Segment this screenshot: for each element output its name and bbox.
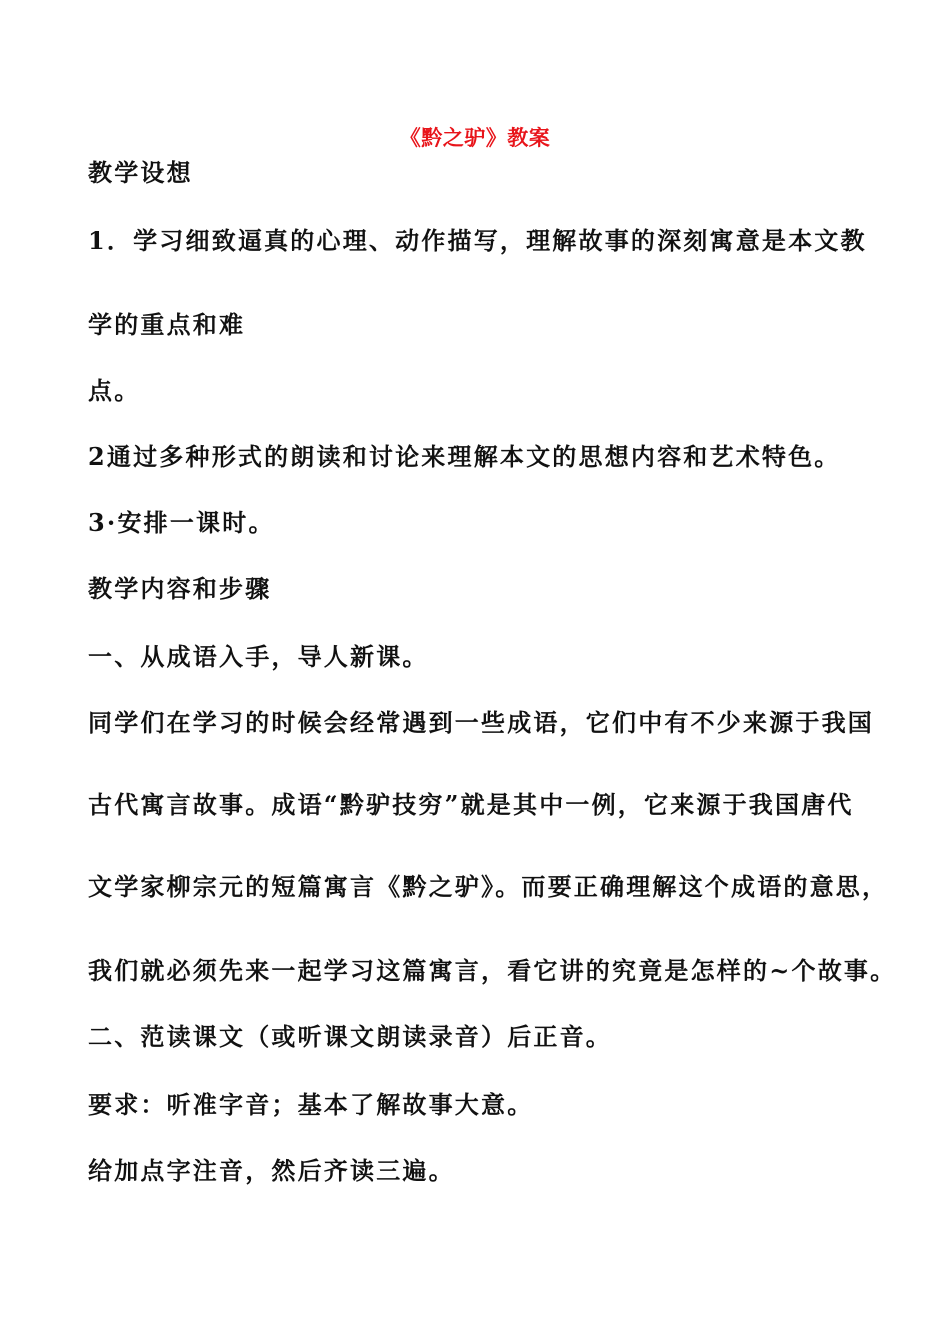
paragraph-line: 要求：听准字音；基本了解故事大意。 [88, 1090, 534, 1119]
paragraph-line: 2通过多种形式的朗读和讨论来理解本文的思想内容和艺术特色。 [88, 442, 841, 471]
paragraph-line: 1．学习细致逼真的心理、动作描写，理解故事的深刻寓意是本文教 [88, 226, 867, 255]
paragraph-line: 我们就必须先来一起学习这篇寓言，看它讲的究竟是怎样的~个故事。 [88, 956, 897, 985]
paragraph-line: 学的重点和难 [88, 310, 246, 339]
paragraph-line: 给加点字注音，然后齐读三遍。 [88, 1156, 455, 1185]
step-heading-two: 二、范读课文（或听课文朗读录音）后正音。 [88, 1022, 612, 1051]
paragraph-line: 文学家柳宗元的短篇寓言《黔之驴》。而要正确理解这个成语的意思， [88, 872, 889, 901]
document-title: 《黔之驴》教案 [399, 125, 551, 150]
paragraph-line: 古代寓言故事。成语“黔驴技穷”就是其中一例，它来源于我国唐代 [88, 790, 854, 819]
step-heading-one: 一、从成语入手，导人新课。 [88, 642, 429, 671]
section-heading-teaching-design: 教学设想 [88, 158, 193, 187]
paragraph-line: 3·安排一课时。 [88, 508, 275, 537]
section-heading-content-steps: 教学内容和步骤 [88, 574, 272, 603]
paragraph-line: 同学们在学习的时候会经常遇到一些成语，它们中有不少来源于我国 [88, 708, 874, 737]
paragraph-line: 点。 [88, 376, 141, 405]
